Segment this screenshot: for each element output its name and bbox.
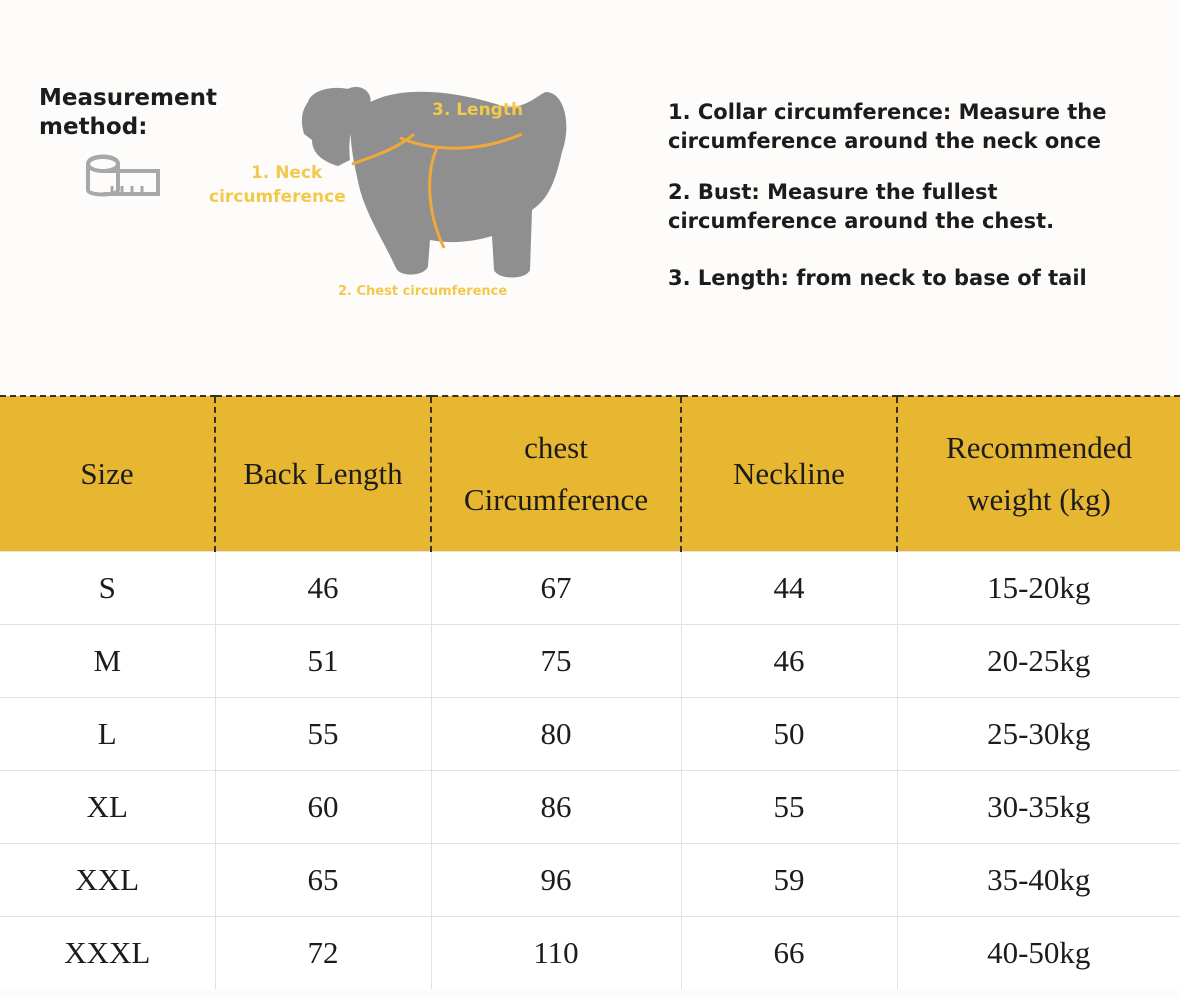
header-size: Size xyxy=(0,396,215,552)
cell-chest: 86 xyxy=(431,771,681,844)
cell-size: L xyxy=(0,698,215,771)
size-chart-table xyxy=(0,395,1180,989)
cell-chest: 80 xyxy=(431,698,681,771)
table-row xyxy=(0,844,1180,917)
table-row xyxy=(0,698,1180,771)
cell-back-length: 72 xyxy=(215,917,431,990)
table-row xyxy=(0,552,1180,625)
header-chest-circumference: chest Circumference xyxy=(431,396,681,552)
measurement-method-title: Measurement method: xyxy=(39,85,217,140)
cell-back-length: 46 xyxy=(215,552,431,625)
header-back-length: Back Length xyxy=(215,396,431,552)
cell-neckline: 59 xyxy=(681,844,897,917)
length-label: 3. Length xyxy=(432,100,524,120)
cell-weight: 25-30kg xyxy=(897,698,1180,771)
cell-weight: 40-50kg xyxy=(897,917,1180,990)
table-row xyxy=(0,917,1180,990)
header-neckline: Neckline xyxy=(681,396,897,552)
tape-measure-icon xyxy=(82,150,162,202)
cell-back-length: 60 xyxy=(215,771,431,844)
table-header-row xyxy=(0,396,1180,552)
table-row xyxy=(0,771,1180,844)
header-recommended-weight: Recommended weight (kg) xyxy=(897,396,1180,552)
neck-label-line1: 1. Neck xyxy=(251,163,323,183)
cell-back-length: 51 xyxy=(215,625,431,698)
cell-back-length: 55 xyxy=(215,698,431,771)
instruction-length: 3. Length: from neck to base of tail xyxy=(668,266,1087,290)
cell-neckline: 44 xyxy=(681,552,897,625)
cell-weight: 20-25kg xyxy=(897,625,1180,698)
cell-neckline: 66 xyxy=(681,917,897,990)
instruction-collar: 1. Collar circumference: Measure the circumference around the neck once xyxy=(668,100,1107,153)
measurement-section xyxy=(0,0,1180,395)
cell-weight: 30-35kg xyxy=(897,771,1180,844)
neck-label-line2: circumference xyxy=(209,187,346,207)
cell-neckline: 55 xyxy=(681,771,897,844)
chest-label: 2. Chest circumference xyxy=(338,284,508,299)
cell-size: XL xyxy=(0,771,215,844)
table-row xyxy=(0,625,1180,698)
cell-chest: 67 xyxy=(431,552,681,625)
cell-weight: 15-20kg xyxy=(897,552,1180,625)
cell-size: M xyxy=(0,625,215,698)
instruction-bust: 2. Bust: Measure the fullest circumference around the chest. xyxy=(668,180,1055,233)
cell-size: S xyxy=(0,552,215,625)
cell-weight: 35-40kg xyxy=(897,844,1180,917)
cell-size: XXXL xyxy=(0,917,215,990)
cell-chest: 96 xyxy=(431,844,681,917)
cell-neckline: 50 xyxy=(681,698,897,771)
cell-chest: 110 xyxy=(431,917,681,990)
cell-back-length: 65 xyxy=(215,844,431,917)
cell-neckline: 46 xyxy=(681,625,897,698)
cell-chest: 75 xyxy=(431,625,681,698)
cell-size: XXL xyxy=(0,844,215,917)
